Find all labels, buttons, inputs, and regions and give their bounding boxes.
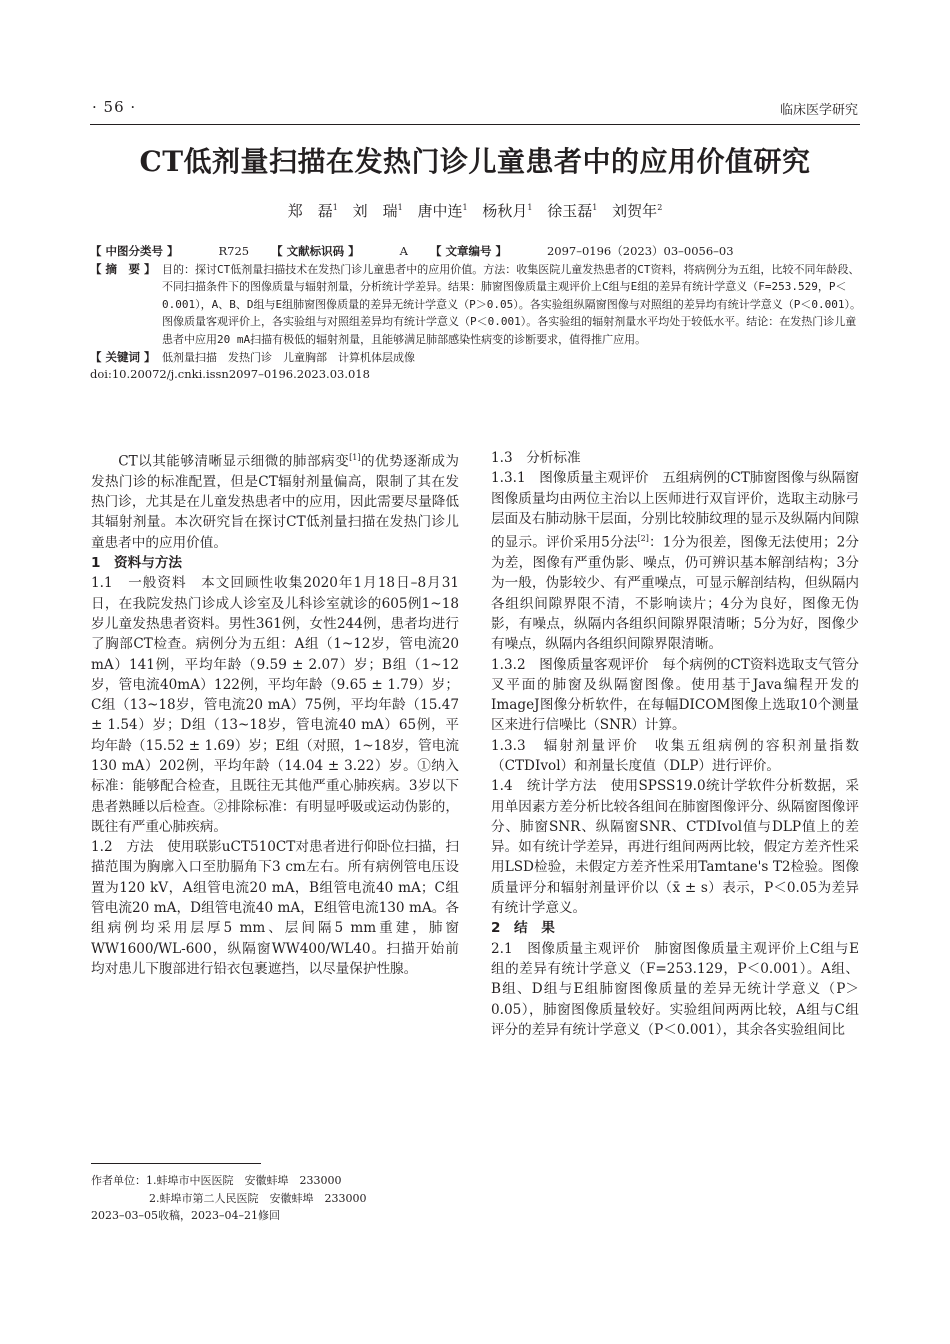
body-column-left — [91, 448, 459, 979]
section-heading: 1.3 分析标准 — [491, 450, 581, 466]
affiliation-2: 2.蚌埠市第二人民医院 安徽蚌埠 233000 — [149, 1191, 367, 1205]
footnote — [91, 1172, 459, 1225]
author: 刘贺年$^2$ — [612, 202, 663, 220]
doi: doi:10.20072/j.cnki.issn2097–0196.2023.03.018 — [90, 367, 370, 382]
body-column-right — [491, 448, 859, 1040]
paragraph-1-3-2: 1.3.2 图像质量客观评价 每个病例的CT资料选取支气管分叉平面的肺窗及纵隔窗图像。使用基于Java编程开发的ImageJ图像分析软件，在每幅DICOM图像上选取10个测量区来进行信噪比（SNR）计算。 — [491, 656, 859, 734]
keywords-label: 【 关键词 】 — [90, 349, 156, 364]
page-number: · 56 · — [92, 98, 137, 116]
section-heading: 2 结 果 — [491, 920, 555, 937]
article-metadata — [90, 243, 862, 384]
abstract-text: 目的：探讨CT低剂量扫描技术在发热门诊儿童患者中的应用价值。方法：收集医院儿童发热患者的CT资料，将病例分为五组，比较不同年龄段、不同扫描条件下的图像质量与辐射剂量，分析统计学差异。结果：肺窗图像质量主观评价上C组与E组的差异有统计学意义（F=253.529，P＜0.001），A、B、D组与E组肺窗图像质量的差异无统计学意义（P＞0.05）。各实验组纵隔窗图像与对照组的差异均有统计学意义（P＜0.001）。图像质量客观评价上，各实验组与对照组差异均有统计学意义（P＜0.001）。各实验组的辐射剂量水平均处于较低水平。结论：在发热门诊儿童患者中应用20 mA扫描有极低的辐射剂量，且能够满足肺部感染性病变的诊断要求，值得推广应用。 — [162, 262, 861, 346]
section-heading: 1 资料与方法 — [91, 555, 183, 572]
paragraph-1-3-1: 1.3.1 图像质量主观评价 五组病例的CT肺窗图像与纵隔窗图像质量均由两位主治以上医师进行双盲评价，选取主动脉弓层面及右肺动脉干层面，分别比较肺纹理的显示及纵隔内间隙的显示。评价采用5分法[2]：1分为很差，图像无法使用；2分为差，图像有严重伪影、噪点，仍可辨识基本解剖结构；3分为一般，伪影较少、有严重噪点，可显示解剖结构，但纵隔内各组织间隙界限不清，不影响读片；4分为良好，图像无伪影，有噪点，纵隔内各组织间隙界限清晰；5分为好，图像少有噪点，纵隔内各组织间隙界限清晰。 — [491, 470, 860, 653]
article-title: CT低剂量扫描在发热门诊儿童患者中的应用价值研究 — [139, 145, 811, 178]
footnote-rule — [91, 1163, 261, 1164]
abstract-label: 【 摘 要 】 — [90, 261, 156, 276]
intro-paragraph: CT以其能够清晰显示细微的肺部病变[1]的优势逐渐成为发热门诊的标准配置，但是CT辐射剂量偏高，限制了其在发热门诊，尤其是在儿童发热患者中的应用，因此需要尽量降低其辐射剂量。本次研究旨在探讨CT低剂量扫描在发热门诊儿童患者中的应用价值。 — [91, 453, 460, 551]
paragraph-1-4: 1.4 统计学方法 使用SPSS19.0统计学软件分析数据，采用单因素方差分析比较各组间在肺窗图像评分、纵隔窗图像评分、肺窗SNR、纵隔窗SNR、CTDIvol值与DLP值上的差异。如有统计学差异，再进行组间两两比较，假定方差齐性采用LSD检验，未假定方差齐性采用Tamtane's T2检验。图像质量评分和辐射剂量评价以（x̄ ± s）表示，P＜0.05为差异有统计学意义。 — [491, 778, 859, 917]
author-list — [0, 200, 950, 221]
abstract-row — [90, 261, 862, 349]
author: 刘 瑞$^1$ — [352, 202, 403, 220]
author: 唐中连$^1$ — [417, 202, 468, 220]
paragraph-1-3-3: 1.3.3 辐射剂量评价 收集五组病例的容积剂量指数（CTDIvol）和剂量长度值（DLP）进行评价。 — [491, 737, 859, 774]
header-rule — [90, 124, 860, 125]
journal-name: 临床医学研究 — [779, 103, 858, 118]
paragraph-1-1: 1.1 一般资料 本文回顾性收集2020年1月18日–8月31日，在我院发热门诊成人诊室及儿科诊室就诊的605例1~18岁儿童发热患者资料。男性361例，女性244例，患者均进行了胸部CT检查。病例分为五组：A组（1~12岁，管电流20 mA）141例，平均年龄（9.59 ± 2.07）岁；B组（1~12岁，管电流40mA）122例，平均年龄（9.65 ± 1.79）岁；C组（13~18岁，管电流20 mA）75例，平均年龄（15.47 ± 1.54）岁；D组（13~18岁，管电流40 mA）65例，平均年龄（15.52 ± 1.69）岁；E组（对照，1~18岁，管电流130 mA）202例，平均年龄（14.04 ± 3.22）岁。①纳入标准：能够配合检查，且既往无其他严重心肺疾病。3岁以下患者熟睡以后检查。②排除标准：有明显呼吸或运动伪影的，既往有严重心肺疾病。 — [91, 575, 459, 835]
author: 郑 磊$^1$ — [287, 202, 338, 220]
affiliation-1: 作者单位：1.蚌埠市中医医院 安徽蚌埠 233000 — [91, 1174, 342, 1187]
paragraph-1-2: 1.2 方法 使用联影uCT510CT对患者进行仰卧位扫描，扫描范围为胸廓入口至肋膈角下3 cm左右。所有病例管电压设置为120 kV，A组管电流20 mA，B组管电流40 mA；C组管电流20 mA，D组管电流40 mA，E组管电流130 mA。各组病例均采用层厚5 mm、层间隔5 mm重建，肺窗WW1600/WL-600，纵隔窗WW400/WL40。扫描开始前均对患儿下腹部进行铅衣包裹遮挡，以尽量保护性腺。 — [91, 839, 459, 977]
keywords-row — [90, 349, 862, 367]
author: 杨秋月$^1$ — [482, 202, 533, 220]
received-dates: 2023–03–05收稿，2023–04–21修回 — [91, 1209, 280, 1222]
classification-row: 【 中图分类号 】 R725 【 文献标识码 】 A 【 文章编号 】 2097–0196（2023）03–0056–03 — [90, 244, 734, 258]
paragraph-2-1: 2.1 图像质量主观评价 肺窗图像质量主观评价上C组与E组的差异有统计学意义（F=253.129，P＜0.001）。A组、B组、D组与E组肺窗图像质量的差异无统计学意义（P＞0.05），肺窗图像质量较好。实验组间两两比较，A组与C组评分的差异有统计学意义（P＜0.001），其余各实验组间比 — [491, 940, 859, 1038]
keywords-text: 低剂量扫描 发热门诊 儿童胸部 计算机体层成像 — [162, 350, 415, 364]
author: 徐玉磊$^1$ — [547, 202, 598, 220]
